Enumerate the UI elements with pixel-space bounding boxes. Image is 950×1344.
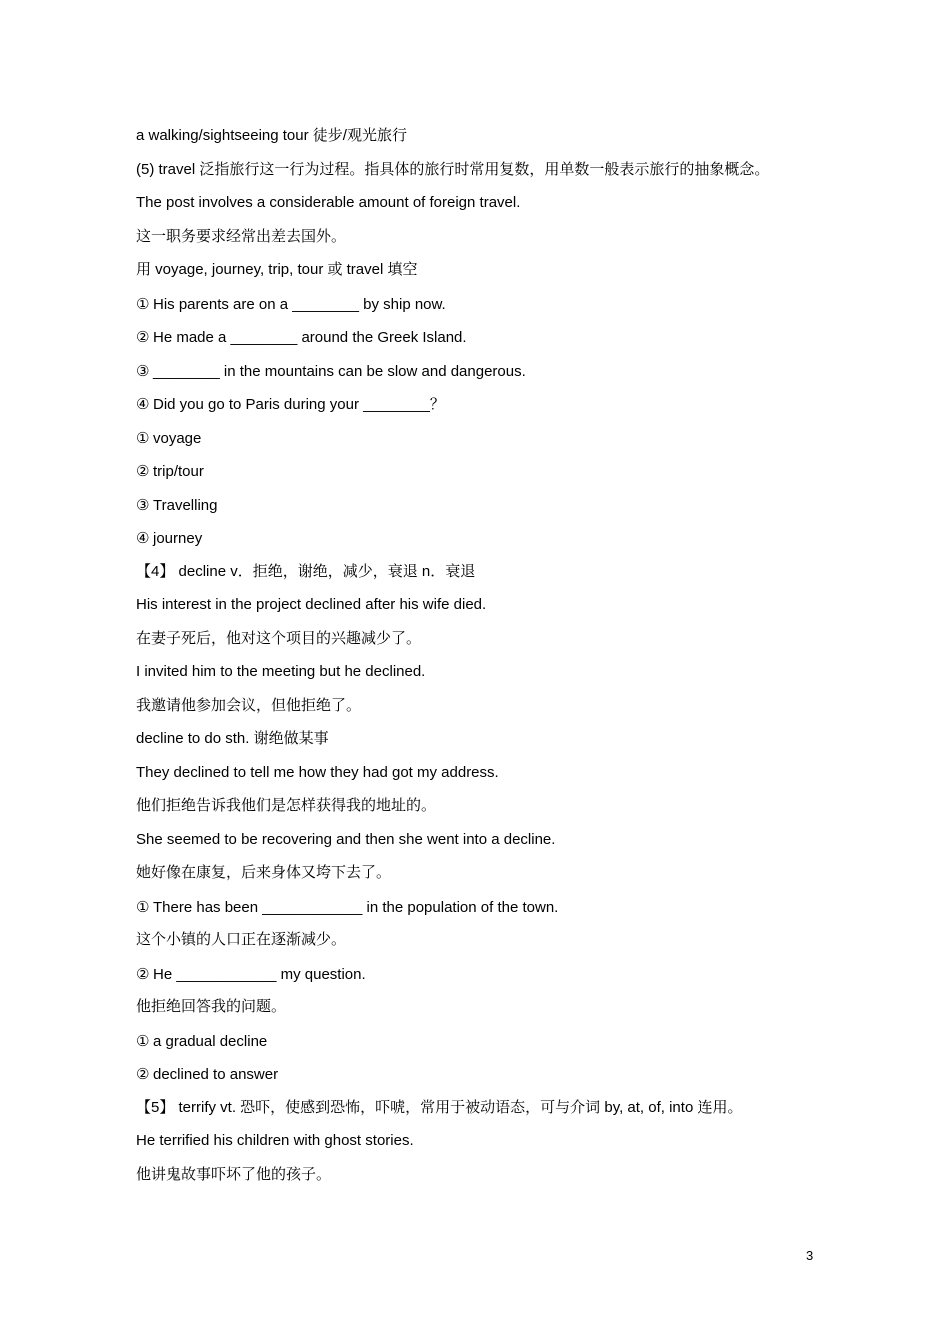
text-line bbox=[136, 794, 836, 828]
text-line bbox=[136, 359, 836, 393]
line-text: 他拒绝回答我的问题。 bbox=[136, 998, 287, 1015]
text-line bbox=[136, 962, 836, 996]
line-text: 这个小镇的人口正在逐渐减少。 bbox=[136, 931, 347, 948]
text-line bbox=[136, 459, 836, 493]
item-number-marker: ① bbox=[136, 428, 150, 447]
text-line bbox=[136, 158, 836, 192]
text-line bbox=[136, 325, 836, 359]
item-number-marker: ② bbox=[136, 1065, 150, 1083]
line-text: There has been ____________ in the population of the town. bbox=[153, 898, 559, 916]
line-text: ________ in the mountains can be slow and dangerous. bbox=[153, 362, 526, 380]
item-number-marker: ② bbox=[136, 462, 150, 480]
text-line bbox=[136, 928, 836, 962]
text-line bbox=[136, 1029, 836, 1063]
line-text: He terrified his children with ghost stories. bbox=[136, 1132, 414, 1149]
text-line bbox=[136, 727, 836, 761]
line-text: Did you go to Paris during your ________？ bbox=[153, 396, 445, 413]
text-line bbox=[136, 1096, 836, 1130]
text-line bbox=[136, 258, 836, 292]
line-text: 【5】 terrify vt. 恐吓，使感到恐怖，吓唬，常用于被动语态，可与介词 by, at, of, into 连用。 bbox=[136, 1098, 743, 1116]
text-line bbox=[136, 225, 836, 259]
text-line bbox=[136, 392, 836, 426]
line-text: Travelling bbox=[153, 496, 218, 514]
line-text: 我邀请他参加会议，但他拒绝了。 bbox=[136, 696, 362, 714]
item-number-marker: ① bbox=[136, 1031, 150, 1050]
line-text: 这一职务要求经常出差去国外。 bbox=[136, 227, 347, 245]
text-line bbox=[136, 124, 836, 158]
text-line bbox=[136, 493, 836, 527]
line-text: 他们拒绝告诉我他们是怎样获得我的地址的。 bbox=[136, 797, 437, 814]
line-text: declined to answer bbox=[153, 1066, 279, 1083]
line-text: 他讲鬼故事吓坏了他的孩子。 bbox=[136, 1165, 332, 1183]
text-line bbox=[136, 828, 836, 862]
page-number: 3 bbox=[806, 1248, 814, 1263]
text-line bbox=[136, 761, 836, 795]
text-line bbox=[136, 292, 836, 326]
text-line bbox=[136, 895, 836, 929]
item-number-marker: ② bbox=[136, 328, 150, 346]
item-number-marker: ① bbox=[136, 294, 150, 313]
line-text: His interest in the project declined after his wife died. bbox=[136, 596, 487, 613]
line-text: 在妻子死后，他对这个项目的兴趣减少了。 bbox=[136, 629, 422, 647]
line-text: His parents are on a ________ by ship now. bbox=[153, 295, 446, 313]
line-text: He made a ________ around the Greek Island. bbox=[153, 329, 467, 346]
line-text: decline to do sth. 谢绝做某事 bbox=[136, 730, 329, 747]
line-text: 她好像在康复，后来身体又垮下去了。 bbox=[136, 864, 392, 881]
line-text: voyage bbox=[153, 429, 202, 447]
item-number-marker: ④ bbox=[136, 529, 150, 547]
line-text: She seemed to be recovering and then she went into a decline. bbox=[136, 830, 556, 848]
line-text: They declined to tell me how they had got my address. bbox=[136, 763, 499, 781]
text-line bbox=[136, 526, 836, 560]
text-line bbox=[136, 1163, 836, 1197]
text-line bbox=[136, 560, 836, 594]
text-line bbox=[136, 995, 836, 1029]
text-line bbox=[136, 593, 836, 627]
item-number-marker: ③ bbox=[136, 361, 150, 380]
document-body bbox=[136, 124, 836, 1196]
item-number-marker: ④ bbox=[136, 395, 150, 413]
line-text: 用 voyage, journey, trip, tour 或 travel 填空 bbox=[136, 261, 418, 278]
line-text: He ____________ my question. bbox=[153, 965, 366, 983]
line-text: journey bbox=[153, 530, 203, 547]
text-line bbox=[136, 660, 836, 694]
line-text: (5) travel 泛指旅行这一行为过程。指具体的旅行时常用复数，用单数一般表示旅行的抽象概念。 bbox=[136, 160, 770, 178]
line-text: I invited him to the meeting but he declined. bbox=[136, 663, 426, 680]
text-line bbox=[136, 1062, 836, 1096]
line-text: trip/tour bbox=[153, 463, 204, 480]
text-line bbox=[136, 1129, 836, 1163]
item-number-marker: ③ bbox=[136, 495, 150, 514]
line-text: a gradual decline bbox=[153, 1032, 268, 1050]
item-number-marker: ② bbox=[136, 964, 150, 983]
text-line bbox=[136, 191, 836, 225]
item-number-marker: ① bbox=[136, 897, 150, 916]
text-line bbox=[136, 694, 836, 728]
text-line bbox=[136, 861, 836, 895]
text-line bbox=[136, 627, 836, 661]
line-text: The post involves a considerable amount of foreign travel. bbox=[136, 194, 521, 211]
line-text: 【4】 decline v．拒绝，谢绝，减少，衰退 n．衰退 bbox=[136, 562, 476, 580]
text-line bbox=[136, 426, 836, 460]
line-text: a walking/sightseeing tour 徒步/观光旅行 bbox=[136, 127, 407, 144]
